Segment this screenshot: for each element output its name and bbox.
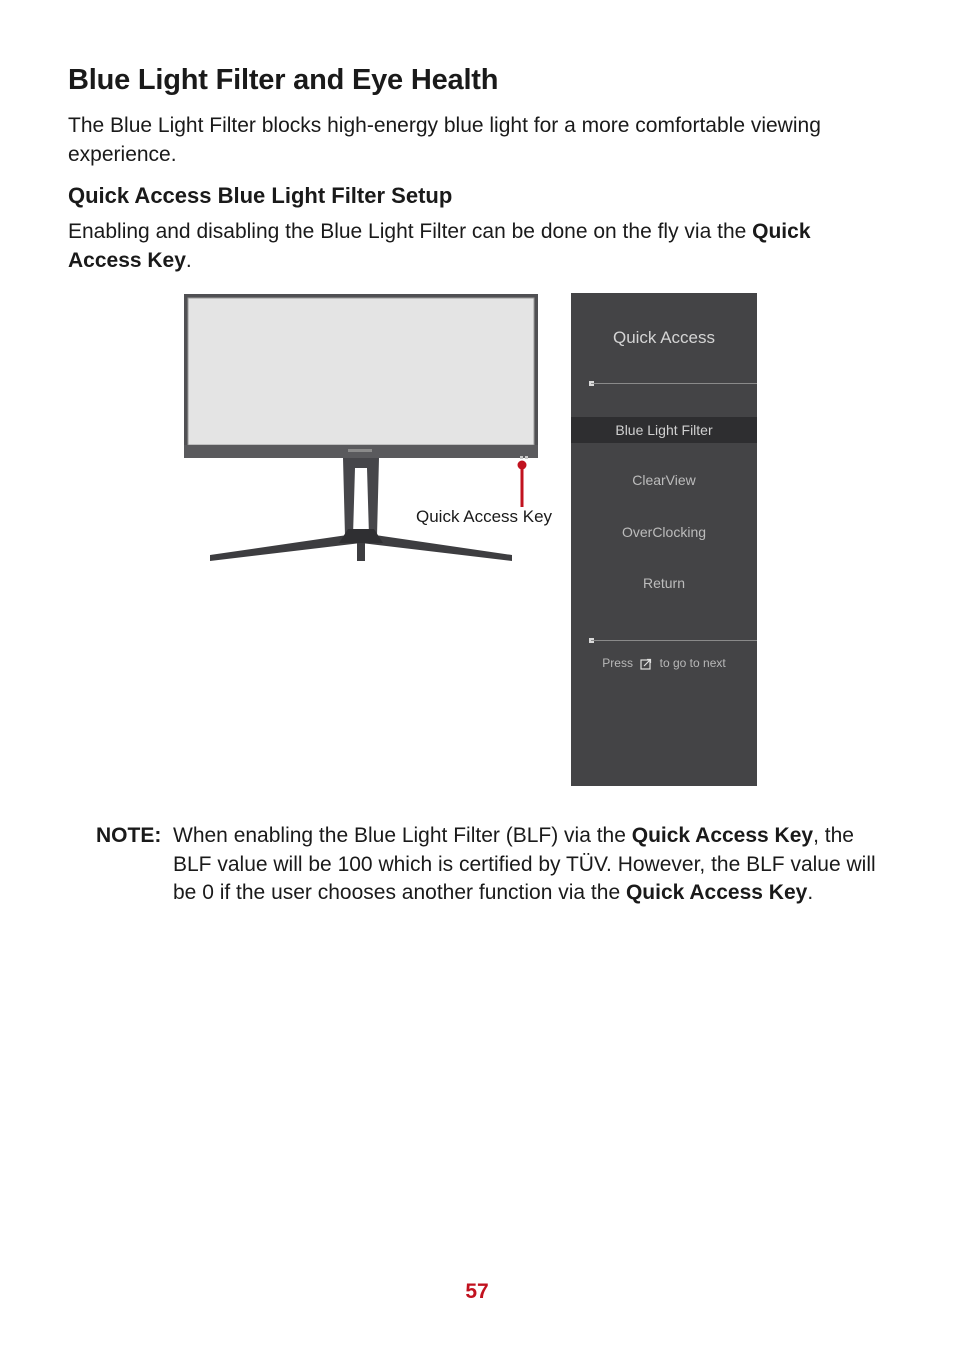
osd-quick-access-menu: [571, 293, 757, 786]
osd-hint: [571, 656, 757, 670]
osd-item-overclocking[interactable]: OverClocking: [621, 524, 707, 540]
osd-title: Quick Access: [612, 328, 716, 347]
osd-hint-text: to go to next: [659, 656, 726, 670]
setup-text-end: .: [185, 249, 192, 272]
note-text: [173, 822, 886, 908]
note-text-part: .: [807, 881, 814, 904]
note-text-part: When enabling the Blue Light Filter (BLF) via the: [173, 824, 632, 847]
monitor-stand-foot: [357, 543, 365, 561]
monitor-screen: [188, 298, 534, 445]
note-key-name: Quick Access Key: [625, 881, 808, 904]
osd-separator: [591, 383, 757, 384]
setup-text: Enabling and disabling the Blue Light Filter can be done on the fly via the: [68, 220, 753, 243]
intro-paragraph: The Blue Light Filter blocks high-energy blue light for a more comfortable viewing experience.: [68, 114, 821, 166]
section-heading: Quick Access Blue Light Filter Setup: [68, 183, 453, 208]
page-number: 57: [465, 1280, 489, 1303]
brand-logo: [348, 449, 372, 452]
monitor-stand-neck: [343, 458, 379, 536]
page-title: Blue Light Filter and Eye Health: [68, 64, 499, 96]
note-text-part: , the BLF value will be 100 which is certified by TÜV. However, the BLF value will be 0 if the user chooses another function via the: [173, 824, 876, 904]
note-block: [96, 822, 886, 908]
setup-paragraph: [68, 217, 888, 275]
monitor-button: [525, 456, 528, 459]
osd-hint-text: Press: [602, 656, 633, 670]
osd-separator: [591, 640, 757, 641]
monitor-button: [520, 456, 523, 459]
callout-dot: [518, 461, 527, 470]
osd-item-blue-light-filter[interactable]: Blue Light Filter: [571, 417, 757, 443]
setup-key-name: Quick Access Key: [68, 220, 811, 272]
note-label: NOTE:: [96, 824, 162, 847]
osd-item-return[interactable]: Return: [642, 575, 686, 591]
enter-key-icon: [640, 658, 652, 670]
osd-item-clearview[interactable]: ClearView: [632, 472, 696, 488]
quick-access-key-label: Quick Access Key: [416, 507, 553, 526]
note-key-name: Quick Access Key: [631, 824, 814, 847]
